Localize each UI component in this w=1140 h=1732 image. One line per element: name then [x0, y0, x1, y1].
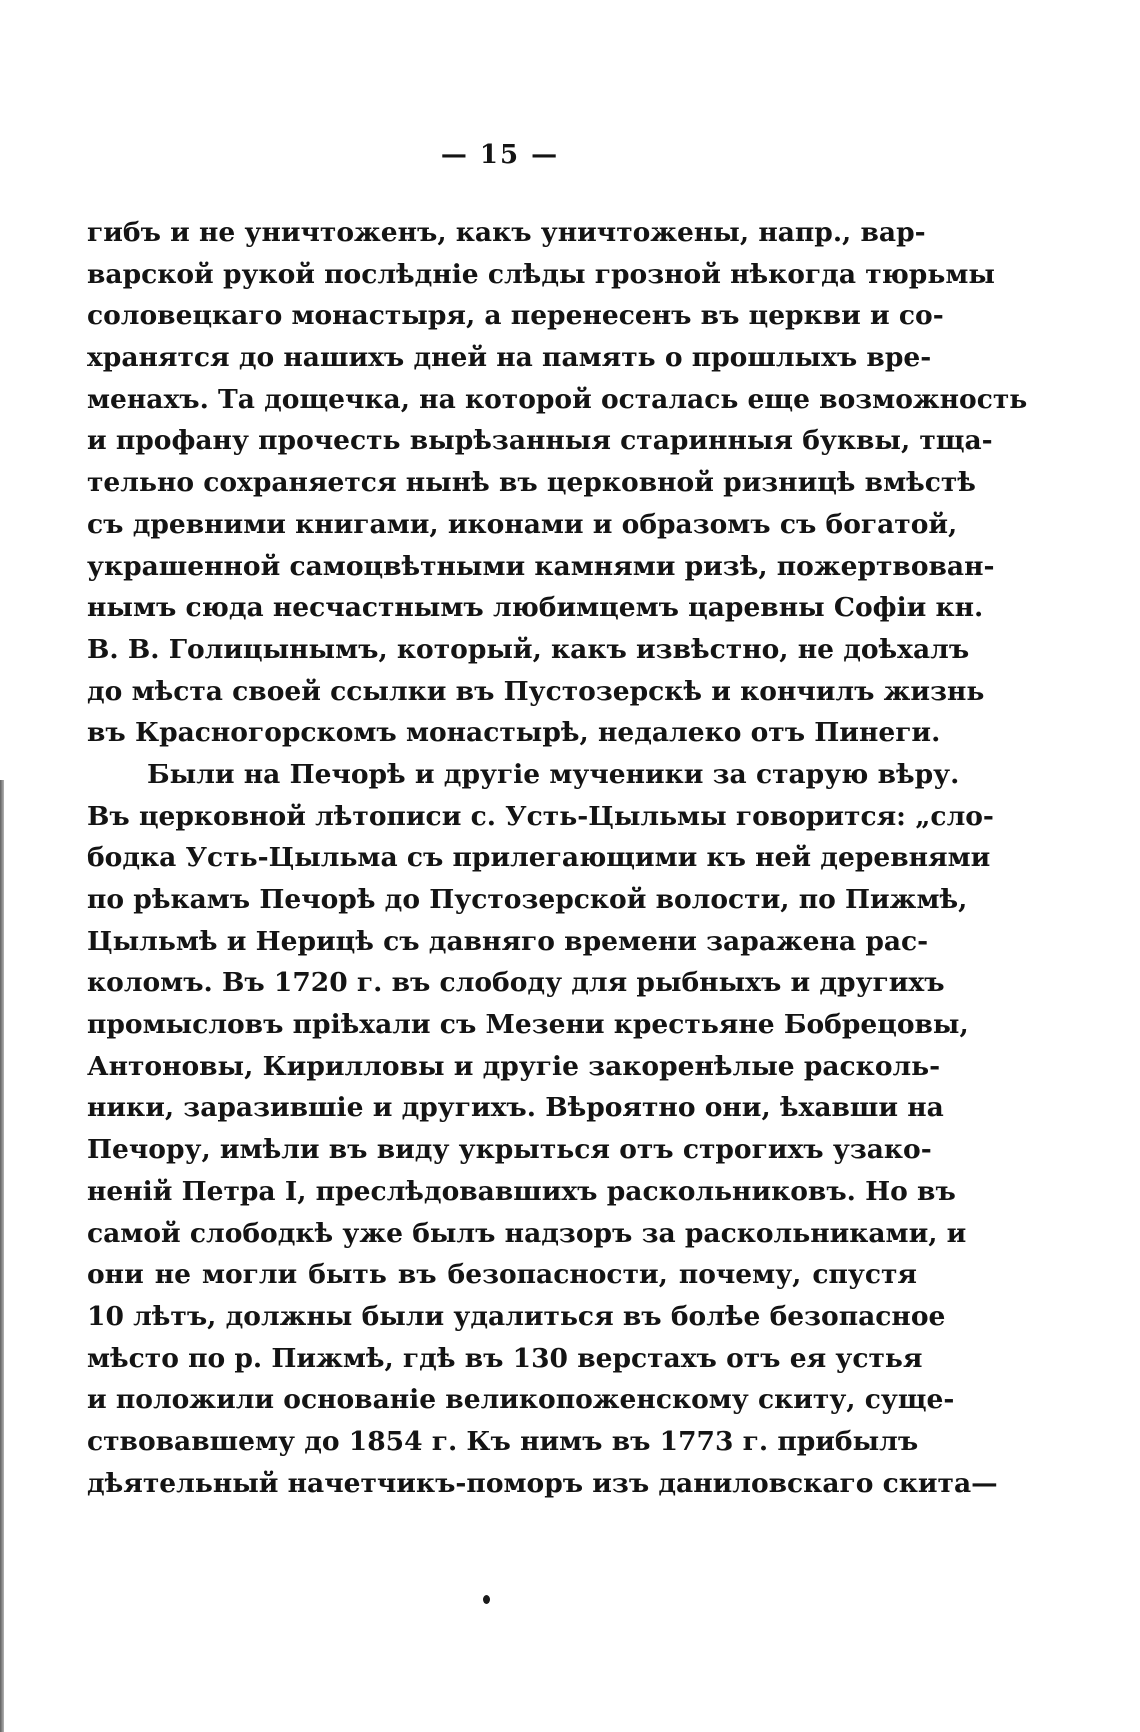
- text-line: тельно сохраняется нынѣ въ церковной ризницѣ вмѣстѣ: [87, 467, 976, 499]
- text-line: по рѣкамъ Печорѣ до Пустозерской волости, по Пижмѣ,: [87, 884, 968, 915]
- text-line: В. В. Голицынымъ, который, какъ извѣстно, не доѣхалъ: [87, 633, 970, 665]
- text-line: въ Красногорскомъ монастырѣ, недалеко отъ Пинеги.: [87, 717, 941, 749]
- body-text: [87, 212, 1028, 1504]
- text-line: варской рукой послѣдніе слѣды грозной нѣкогда тюрьмы: [87, 258, 995, 290]
- text-line: коломъ. Въ 1720 г. въ слободу для рыбныхъ и другихъ: [87, 967, 945, 999]
- text-line: менахъ. Та дощечка, на которой осталась еще возможность: [87, 383, 1028, 415]
- text-line: соловецкаго монастыря, а перенесенъ въ церкви и со-: [87, 300, 944, 332]
- page-number: — 15 —: [440, 140, 560, 170]
- text-line: мѣсто по р. Пижмѣ, гдѣ въ 130 верстахъ отъ ея устья: [87, 1342, 923, 1374]
- text-line: самой слободкѣ уже былъ надзоръ за раскольниками, и: [87, 1217, 967, 1249]
- binding-edge: [0, 780, 4, 1732]
- paragraph-first-line: Были на Печорѣ и другіе мученики за старую вѣру.: [147, 758, 960, 790]
- text-line: гибъ и не уничтоженъ, какъ уничтожены, напр., вар-: [87, 217, 926, 248]
- text-line: 10 лѣтъ, должны были удалиться въ болѣе безопасное: [87, 1300, 946, 1332]
- ink-dot: [483, 1595, 490, 1604]
- text-line: Цыльмѣ и Нерицѣ съ давняго времени заражена рас-: [87, 925, 929, 957]
- text-line: съ древними книгами, иконами и образомъ съ богатой,: [87, 508, 958, 540]
- text-line: Въ церковной лѣтописи с. Усть-Цыльмы говорится: „сло-: [87, 800, 994, 832]
- text-line: Печору, имѣли въ виду укрыться отъ строгихъ узако-: [87, 1134, 932, 1166]
- text-line: они не могли быть въ безопасности, почему, спустя: [87, 1259, 917, 1291]
- text-line: дѣятельный начетчикъ-поморъ изъ даниловскаго скита—: [87, 1467, 998, 1499]
- text-line: неній Петра I, преслѣдовавшихъ раскольниковъ. Но въ: [87, 1175, 956, 1207]
- text-line: ствовавшему до 1854 г. Къ нимъ въ 1773 г. прибылъ: [87, 1425, 919, 1457]
- text-line: бодка Усть-Цыльма съ прилегающими къ ней деревнями: [87, 842, 991, 874]
- text-line: Антоновы, Кирилловы и другіе закоренѣлые расколь-: [87, 1050, 941, 1082]
- text-line: и профану прочесть вырѣзанныя старинныя буквы, тща-: [87, 425, 993, 457]
- text-line: украшенной самоцвѣтными камнями ризѣ, пожертвован-: [87, 550, 995, 582]
- text-line: промысловъ пріѣхали съ Мезени крестьяне Бобрецовы,: [87, 1009, 969, 1041]
- text-line: и положили основаніе великопоженскому скиту, суще-: [87, 1384, 955, 1416]
- text-line: нымъ сюда несчастнымъ любимцемъ царевны Софіи кн.: [87, 592, 984, 624]
- text-line: до мѣста своей ссылки въ Пустозерскѣ и кончилъ жизнь: [87, 675, 985, 707]
- text-line: ники, заразившіе и другихъ. Вѣроятно они, ѣхавши на: [87, 1092, 944, 1124]
- text-line: хранятся до нашихъ дней на память о прошлыхъ вре-: [87, 342, 932, 374]
